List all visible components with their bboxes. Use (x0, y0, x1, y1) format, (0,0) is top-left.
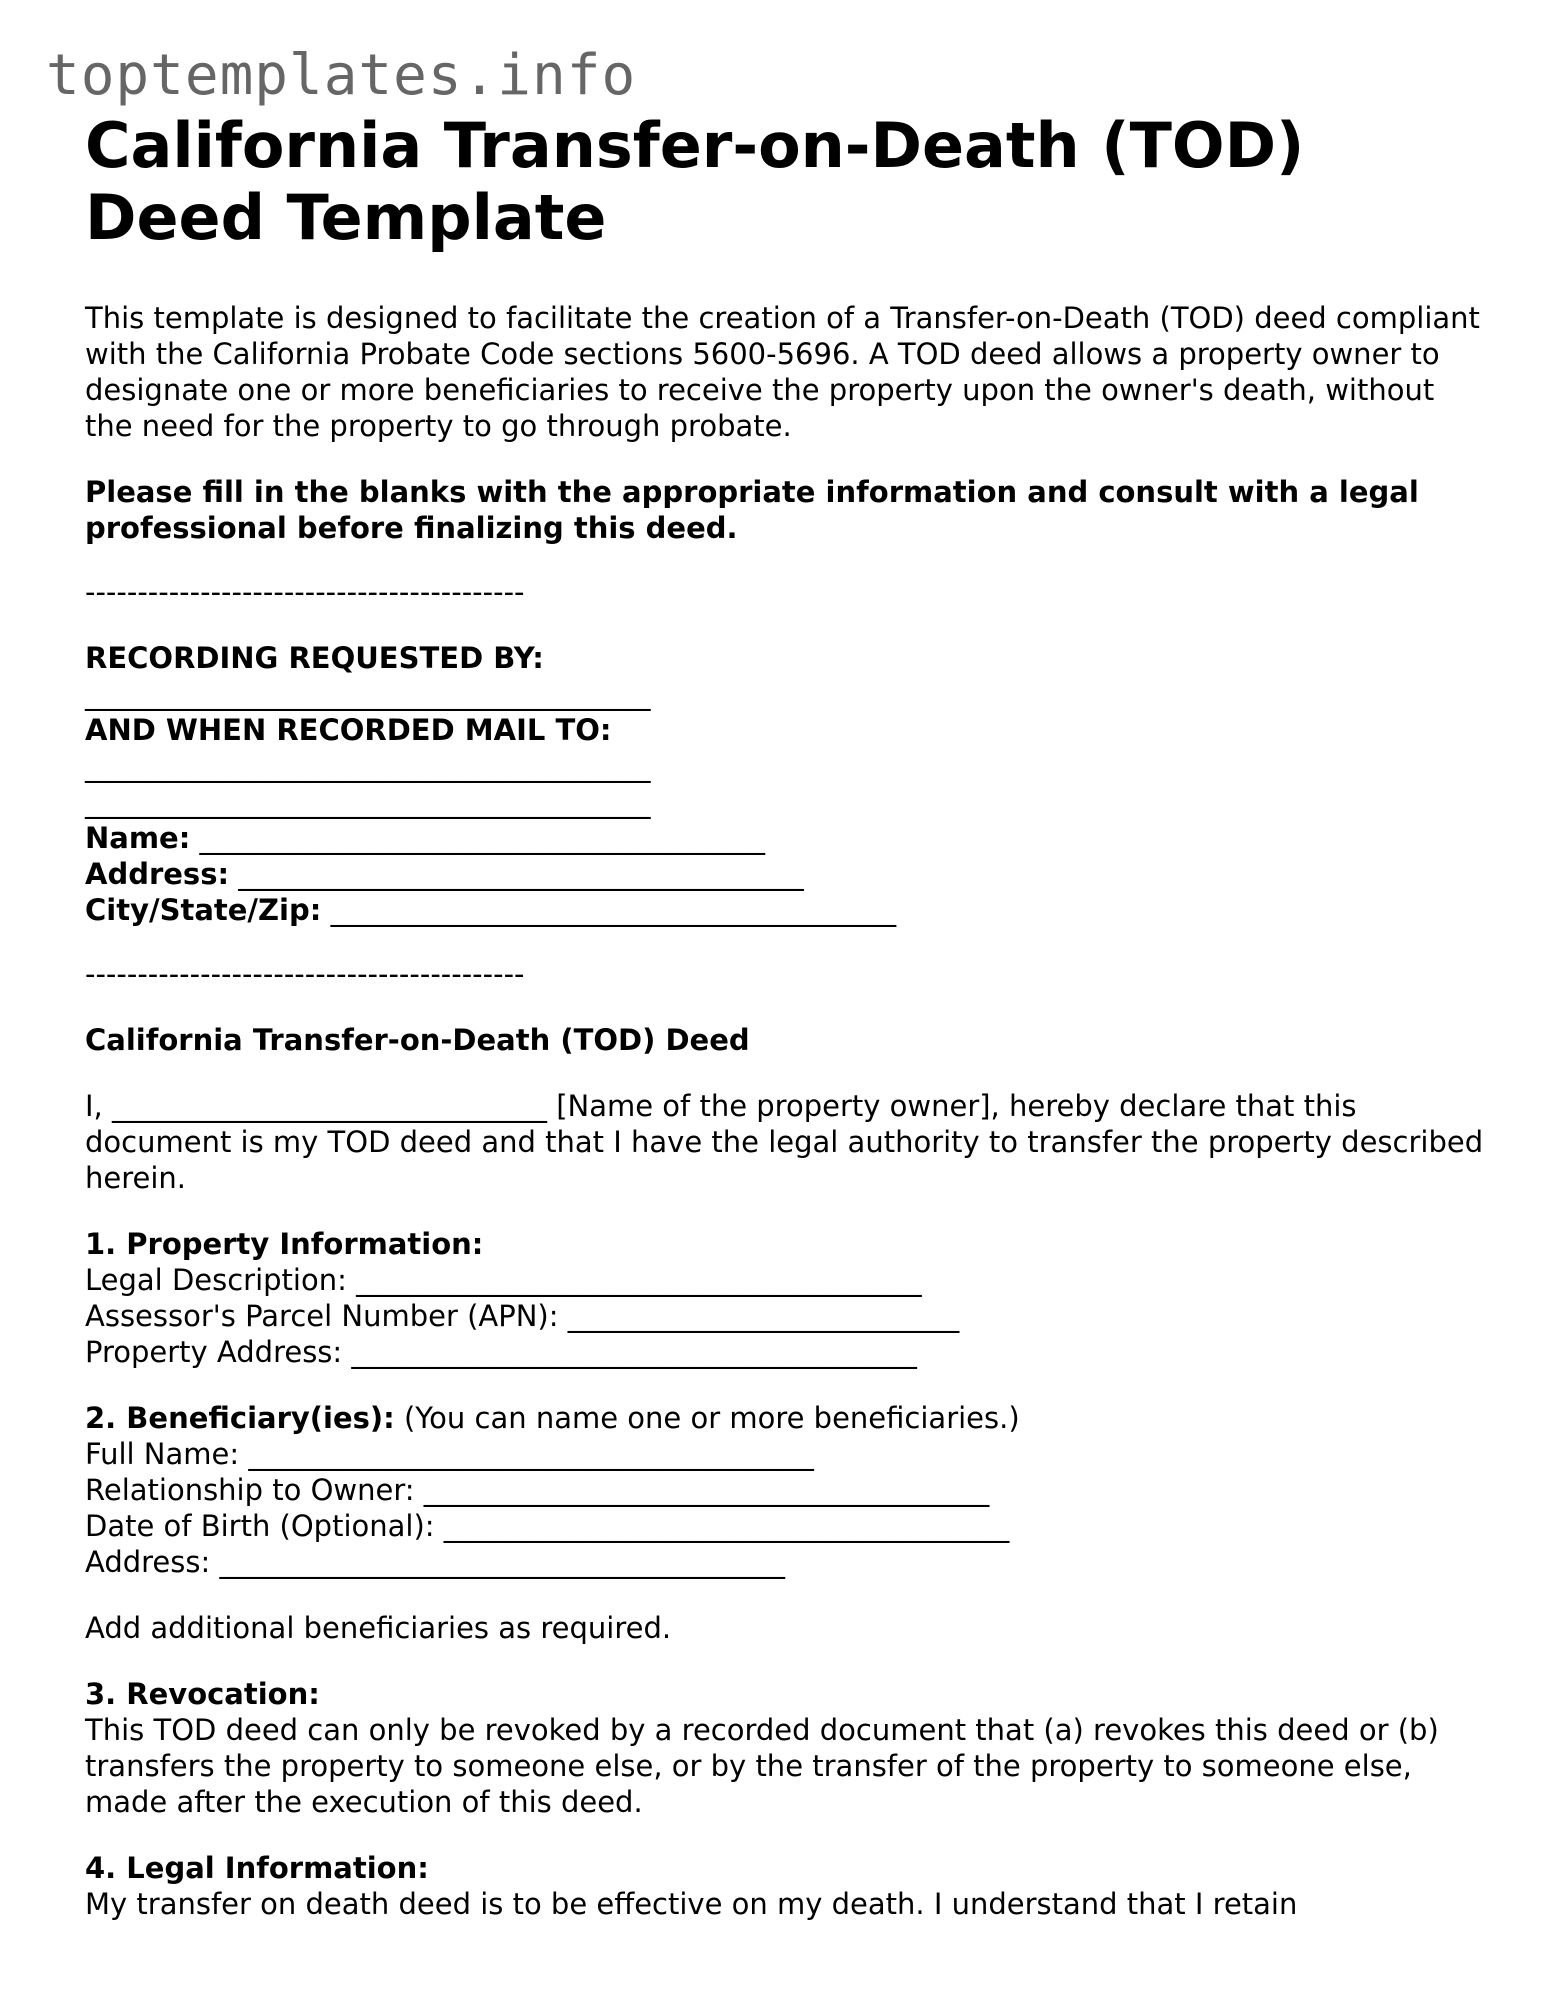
deed-heading: California Transfer-on-Death (TOD) Deed (85, 1023, 750, 1057)
dob-row: Date of Birth (Optional): _______________________________________ (85, 1509, 1010, 1543)
beneficiaries-note: (You can name one or more beneficiaries.) (394, 1401, 1020, 1435)
document-title: California Transfer-on-Death (TOD) Deed Template (85, 109, 1305, 254)
watermark: toptemplates.info (46, 43, 637, 108)
beneficiaries-heading-row (85, 1400, 1485, 1436)
address-blank: _______________________________________ (238, 857, 804, 891)
name-row (85, 820, 1485, 856)
legal-section (85, 1850, 1485, 1922)
beneficiaries-heading: 2. Beneficiary(ies): (85, 1401, 395, 1435)
instruction-paragraph: Please fill in the blanks with the appropriate information and consult with a legal professional before finalizing this deed. (85, 475, 1419, 545)
revocation-heading: 3. Revocation: (85, 1677, 320, 1711)
property-heading: 1. Property Information: (85, 1227, 484, 1261)
property-section (85, 1226, 1485, 1370)
legal-text: My transfer on death deed is to be effective on my death. I understand that I retain (85, 1887, 1298, 1921)
address-label: Address: (85, 857, 230, 891)
name-label: Name: (85, 821, 191, 855)
city-label: City/State/Zip: (85, 893, 322, 927)
recording-requested-blank: _______________________________________ (85, 677, 651, 711)
apn-row: Assessor's Parcel Number (APN): ___________________________ (85, 1299, 960, 1333)
property-address-row: Property Address: _______________________________________ (85, 1335, 917, 1369)
additional-beneficiaries: Add additional beneficiaries as required. (85, 1611, 672, 1645)
legal-description-row: Legal Description: _______________________________________ (85, 1263, 922, 1297)
recorded-mail-to-label: AND WHEN RECORDED MAIL TO: (85, 713, 612, 747)
separator-bottom: ------------------------------------------ (85, 957, 525, 991)
city-blank: _______________________________________ (330, 893, 897, 927)
legal-heading: 4. Legal Information: (85, 1851, 429, 1885)
document-body (85, 110, 1485, 1922)
city-row (85, 892, 1485, 928)
intro-paragraph: This template is designed to facilitate the creation of a Transfer-on-Death (TOD) deed compliant with the California Probate Code sections 5600-5696. A TOD deed allows a property owner to designate one or more beneficiaries to receive the property upon the owner's death, without the need for the property to go through probate. (85, 301, 1480, 443)
revocation-text: This TOD deed can only be revoked by a recorded document that (a) revokes this deed or (b) transfers the property to someone else, or by the transfer of the property to someone else, made after the execution of this deed. (85, 1713, 1439, 1819)
address-row (85, 856, 1485, 892)
recording-block (85, 640, 1485, 928)
revocation-section (85, 1676, 1485, 1820)
full-name-row: Full Name: _______________________________________ (85, 1437, 814, 1471)
relationship-row: Relationship to Owner: _______________________________________ (85, 1473, 990, 1507)
name-blank: _______________________________________ (199, 821, 766, 855)
separator-top: ------------------------------------------ (85, 575, 525, 609)
recording-requested-label: RECORDING REQUESTED BY: (85, 641, 544, 675)
mail-to-blank-1: _______________________________________ (85, 749, 651, 783)
mail-to-blank-2: _______________________________________ (85, 785, 651, 819)
beneficiary-address-row: Address: _______________________________________ (85, 1545, 785, 1579)
beneficiaries-section (85, 1400, 1485, 1580)
declaration-paragraph: I, ______________________________ [Name of the property owner], hereby declare that this document is my TOD deed and that I have the legal authority to transfer the property described herein. (85, 1089, 1484, 1195)
